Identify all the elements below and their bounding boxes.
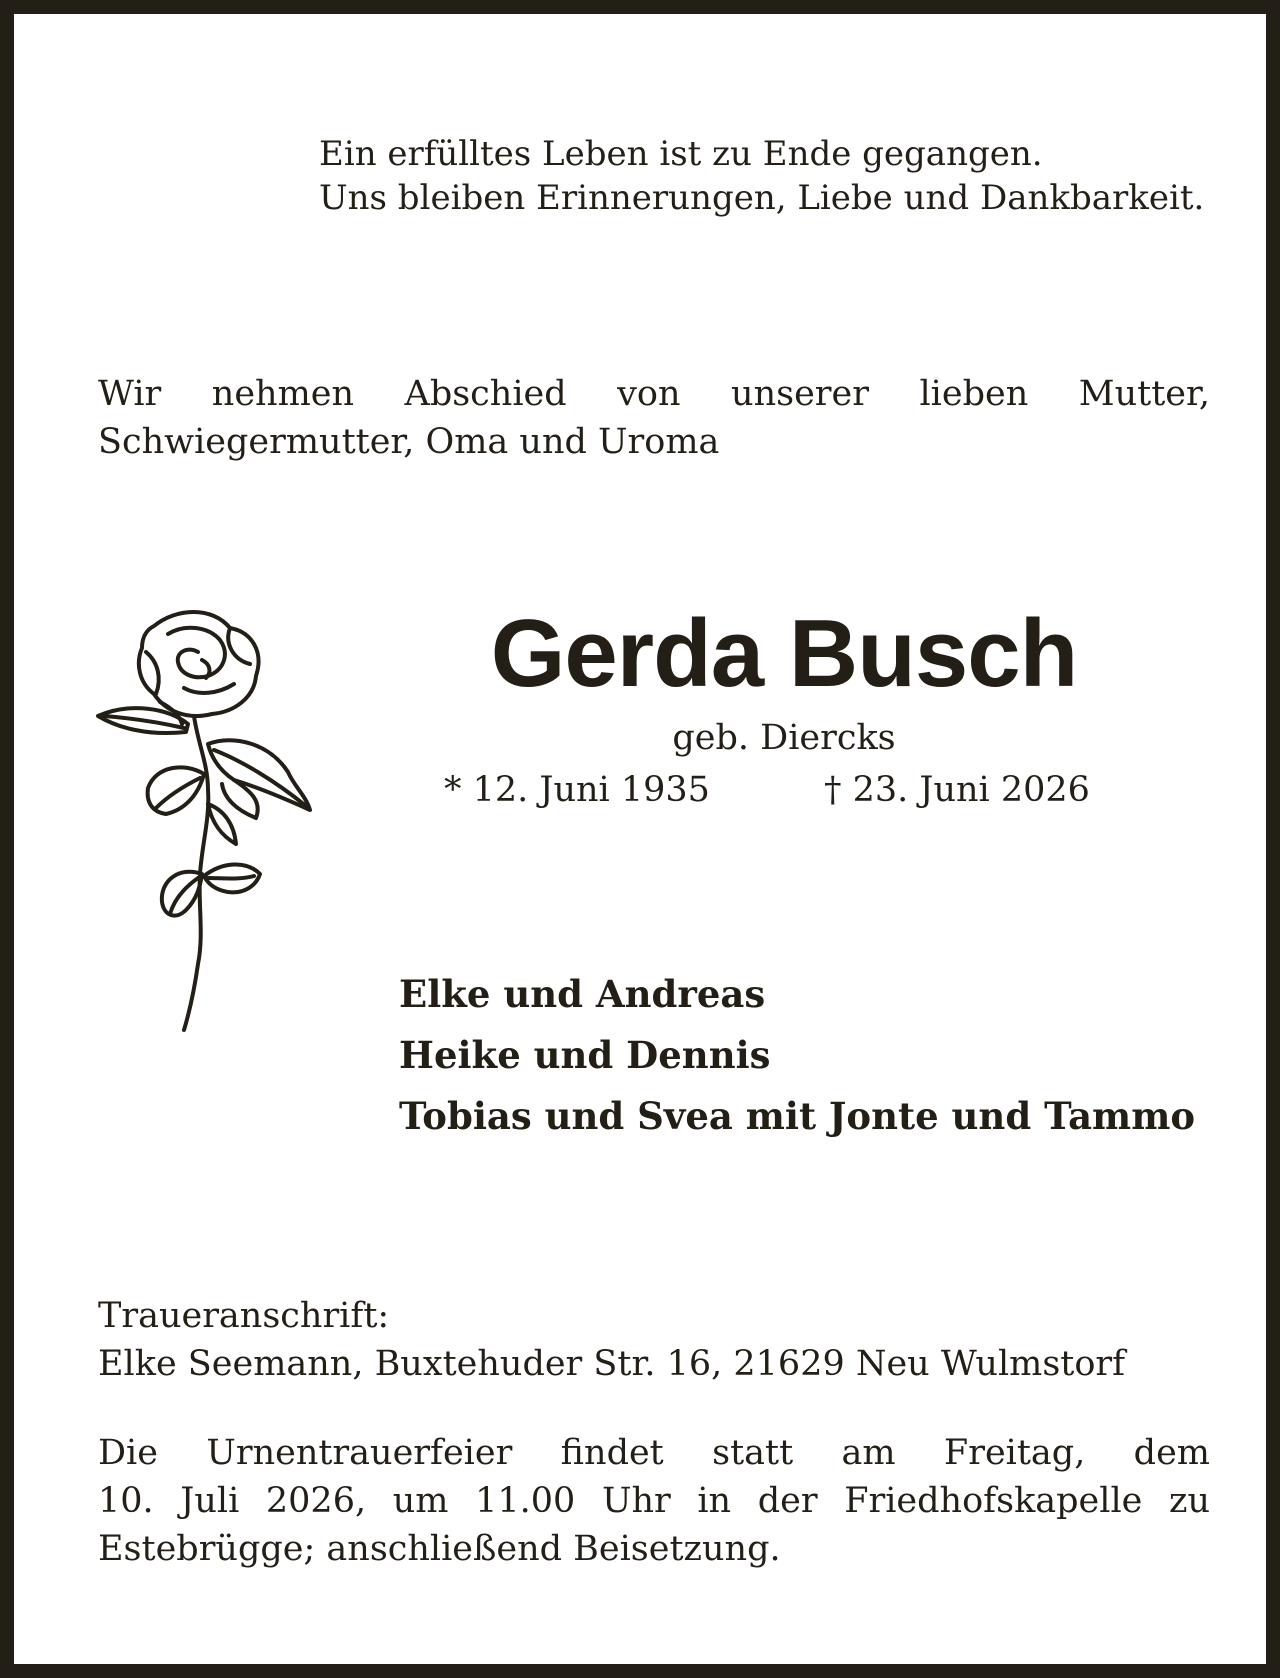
mourner-line: Elke und Andreas (399, 972, 766, 1016)
farewell-intro (98, 370, 1210, 466)
deceased-name: Gerda Busch (490, 600, 1078, 707)
death-date: † 23. Juni 2026 (824, 770, 1090, 810)
motto (319, 132, 1204, 220)
intro-line-1: Wir nehmen Abschied von unserer lieben Mutter, (98, 374, 1210, 414)
rose-icon (84, 604, 324, 1034)
motto-line-1: Ein erfülltes Leben ist zu Ende gegangen. (319, 134, 1043, 174)
funeral-service-info (98, 1429, 1210, 1573)
address-value: Elke Seemann, Buxtehuder Str. 16, 21629 Neu Wulmstorf (98, 1344, 1126, 1384)
service-line-2: 10. Juli 2026, um 11.00 Uhr in der Friedhofskapelle zu (98, 1481, 1210, 1521)
service-line-3: Estebrügge; anschließend Beisetzung. (98, 1529, 781, 1569)
service-line-1: Die Urnentrauerfeier findet statt am Freitag, dem (98, 1433, 1210, 1473)
intro-line-2: Schwiegermutter, Oma und Uroma (98, 422, 720, 462)
life-dates (444, 766, 1144, 814)
mourner-line: Heike und Dennis (399, 1033, 771, 1077)
address-label: Traueranschrift: (98, 1296, 390, 1336)
birth-date: * 12. Juni 1935 (444, 770, 710, 810)
motto-line-2: Uns bleiben Erinnerungen, Liebe und Dankbarkeit. (319, 178, 1205, 218)
mourner-line: Tobias und Svea mit Jonte und Tammo (399, 1094, 1196, 1138)
mourning-address (98, 1292, 1125, 1388)
mourners-list (399, 964, 1195, 1147)
maiden-name: geb. Diercks (672, 718, 896, 758)
